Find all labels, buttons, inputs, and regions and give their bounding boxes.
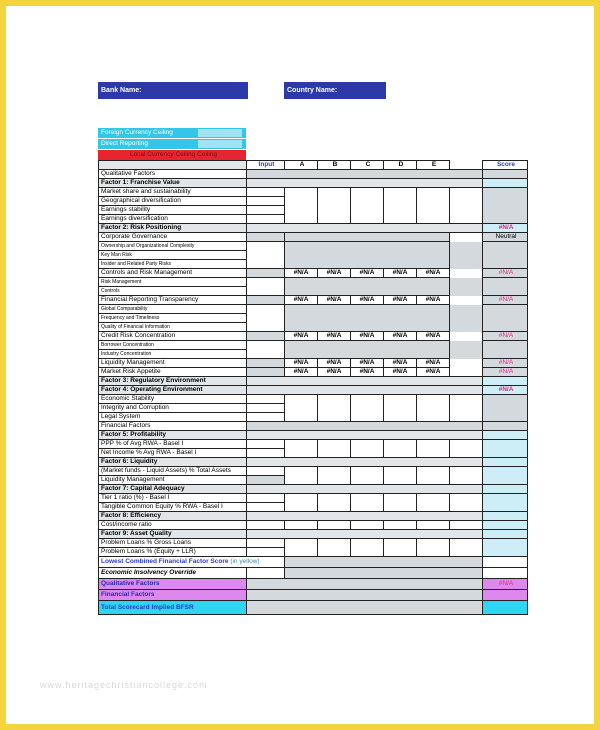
col-cell[interactable] (384, 494, 417, 512)
col-cell[interactable] (285, 494, 318, 512)
value-na: #N/A (384, 332, 417, 341)
table-row (99, 512, 528, 521)
spacer (450, 467, 483, 485)
table-row (99, 179, 528, 188)
row-label: Frequency and Timeliness (99, 314, 247, 323)
row-label: Quality of Financial Information (99, 323, 247, 332)
col-cell[interactable] (318, 494, 351, 512)
legend-swatch (198, 129, 242, 137)
input-cell[interactable] (247, 568, 285, 579)
value-na: #N/A (417, 269, 450, 278)
table-row (99, 422, 528, 431)
row-label: Insider and Related Party Risks (99, 260, 247, 269)
row-label: Net Income % Avg RWA - Basel I (99, 449, 247, 458)
input-cell[interactable] (247, 413, 285, 422)
row-label: Credit Risk Concentration (99, 332, 247, 341)
score-na: #N/A (483, 296, 528, 305)
col-cell[interactable] (384, 521, 417, 530)
legend-local-currency (98, 150, 246, 160)
factor-heading: Factor 7: Capital Adequacy (99, 485, 247, 494)
input-cell[interactable] (247, 242, 285, 269)
col-cell[interactable] (417, 188, 450, 224)
empty-cell (285, 242, 450, 269)
table-row (99, 431, 528, 440)
value-na: #N/A (285, 359, 318, 368)
value-na: #N/A (351, 359, 384, 368)
empty-cell (247, 422, 483, 431)
empty-cell (247, 458, 483, 467)
table-row (99, 188, 528, 197)
value-na: #N/A (384, 269, 417, 278)
spacer (450, 188, 483, 224)
score-cell (483, 422, 528, 431)
col-cell[interactable] (285, 395, 318, 422)
input-cell[interactable] (247, 332, 285, 341)
col-cell[interactable] (417, 521, 450, 530)
score-cell (483, 188, 528, 224)
score-cell (483, 440, 528, 458)
row-label: Geographical diversification (99, 197, 247, 206)
score-cell (483, 341, 528, 359)
input-cell[interactable] (247, 188, 285, 197)
score-neutral: Neutral (483, 233, 528, 242)
col-cell[interactable] (384, 440, 417, 458)
scorecard-table (98, 160, 528, 615)
input-cell[interactable] (247, 206, 285, 215)
spacer (450, 296, 483, 305)
value-na: #N/A (351, 269, 384, 278)
table-row (99, 224, 528, 233)
input-cell[interactable] (247, 467, 285, 476)
table-row (99, 395, 528, 404)
lowest-text: Lowest Combined Financial Factor Score (101, 558, 229, 565)
empty-cell (247, 590, 483, 601)
table-row (99, 341, 528, 350)
col-cell[interactable] (285, 188, 318, 224)
score-na: #N/A (483, 368, 528, 377)
table-row (99, 579, 528, 590)
col-cell[interactable] (384, 539, 417, 557)
factor-heading: Factor 3: Regulatory Environment (99, 377, 247, 386)
empty-cell (247, 224, 483, 233)
factor-heading: Factor 1: Franchise Value (99, 179, 247, 188)
col-cell[interactable] (417, 440, 450, 458)
input-cell[interactable] (247, 296, 285, 305)
table-row (99, 557, 528, 568)
value-na: #N/A (384, 359, 417, 368)
legend-foreign-currency (98, 128, 246, 138)
value-na: #N/A (285, 332, 318, 341)
table-row (99, 539, 528, 548)
row-label: Financial Reporting Transparency (99, 296, 247, 305)
total-score-cell (483, 601, 528, 615)
table-row (99, 170, 528, 179)
col-cell[interactable] (318, 188, 351, 224)
table-row (99, 590, 528, 601)
value-na: #N/A (285, 269, 318, 278)
score-cell (483, 467, 528, 485)
col-cell[interactable] (351, 521, 384, 530)
empty-cell (247, 512, 483, 521)
input-cell[interactable] (247, 197, 285, 206)
row-label: Problem Loans % Gross Loans (99, 539, 247, 548)
lowest-note: (in yellow) (230, 558, 260, 565)
score-header: Score (483, 161, 528, 170)
value-na: #N/A (318, 269, 351, 278)
row-label: Problem Loans % (Equity + LLR) (99, 548, 247, 557)
table-row (99, 440, 528, 449)
col-b-header: B (318, 161, 351, 170)
value-na: #N/A (318, 359, 351, 368)
col-cell[interactable] (351, 188, 384, 224)
factor-heading: Factor 2: Risk Positioning (99, 224, 247, 233)
spacer (450, 161, 483, 170)
spacer (450, 395, 483, 422)
factor-heading: Factor 5: Profitability (99, 431, 247, 440)
score-na: #N/A (483, 579, 528, 590)
score-na: #N/A (483, 359, 528, 368)
score-cell (483, 494, 528, 512)
empty-cell (247, 170, 483, 179)
input-cell[interactable] (247, 449, 285, 458)
input-cell[interactable] (247, 503, 285, 512)
row-label: Market share and sustainability (99, 188, 247, 197)
value-na: #N/A (417, 332, 450, 341)
table-row (99, 377, 528, 386)
row-label: Industry Concentration (99, 350, 247, 359)
row-label: PPP % of Avg RWA - Basel I (99, 440, 247, 449)
row-label: Tangible Common Equity % RWA - Basel I (99, 503, 247, 512)
col-cell[interactable] (351, 494, 384, 512)
row-label: Risk Management (99, 278, 247, 287)
col-cell[interactable] (285, 539, 318, 557)
col-cell[interactable] (318, 539, 351, 557)
score-na: #N/A (483, 332, 528, 341)
row-label: Controls and Risk Management (99, 269, 247, 278)
input-cell[interactable] (247, 548, 285, 557)
table-row (99, 332, 528, 341)
col-cell[interactable] (285, 467, 318, 485)
spacer (450, 305, 483, 332)
score-cell (483, 539, 528, 557)
summary-financial-label: Financial Factors (99, 590, 247, 601)
empty-cell (247, 386, 483, 395)
value-na: #N/A (318, 368, 351, 377)
table-row (99, 233, 528, 242)
empty-cell (247, 377, 483, 386)
table-row (99, 296, 528, 305)
table-row (99, 269, 528, 278)
col-cell[interactable] (417, 395, 450, 422)
score-cell (483, 431, 528, 440)
score-cell (483, 242, 528, 269)
spacer (450, 539, 483, 557)
score-cell (483, 590, 528, 601)
empty-cell (285, 278, 450, 296)
score-cell (483, 568, 528, 579)
empty-cell (247, 601, 483, 615)
empty-cell (285, 568, 483, 579)
score-na: #N/A (483, 224, 528, 233)
row-label: (Market funds - Liquid Assets) % Total Assets (99, 467, 247, 476)
empty-cell (285, 233, 450, 242)
table-row (99, 601, 528, 615)
input-cell[interactable] (247, 404, 285, 413)
factor-heading: Factor 6: Liquidity (99, 458, 247, 467)
row-label: Liquidity Management (99, 476, 247, 485)
spacer (450, 368, 483, 377)
value-na: #N/A (285, 296, 318, 305)
col-cell[interactable] (285, 521, 318, 530)
legend-swatch (198, 140, 242, 148)
spacer (450, 278, 483, 296)
row-label: Legal System (99, 413, 247, 422)
total-bfsr-label: Total Scorecard Implied BFSR (99, 601, 247, 615)
row-label: Qualitative Factors (99, 170, 247, 179)
legend-label: Foreign Currency Ceiling (101, 129, 173, 136)
value-na: #N/A (417, 359, 450, 368)
country-name-field[interactable]: Country Name: (284, 82, 386, 99)
spacer (450, 494, 483, 512)
score-cell (483, 179, 528, 188)
col-e-header: E (417, 161, 450, 170)
spacer (450, 440, 483, 458)
score-na: #N/A (483, 386, 528, 395)
table-row (99, 530, 528, 539)
input-cell[interactable] (247, 305, 285, 332)
score-cell (483, 530, 528, 539)
value-na: #N/A (384, 368, 417, 377)
bank-name-field[interactable]: Bank Name: (98, 82, 248, 99)
row-label: Ownership and Organizational Complexity (99, 242, 247, 251)
table-row (99, 494, 528, 503)
col-cell[interactable] (318, 521, 351, 530)
score-cell (483, 458, 528, 467)
header-row (99, 161, 528, 170)
corner-cell (99, 161, 247, 170)
input-cell[interactable] (247, 368, 285, 377)
empty-cell (247, 431, 483, 440)
row-label: Liquidity Management (99, 359, 247, 368)
table-row (99, 278, 528, 287)
spacer (450, 521, 483, 530)
table-row (99, 485, 528, 494)
input-cell[interactable] (247, 539, 285, 548)
value-na: #N/A (384, 296, 417, 305)
col-a-header: A (285, 161, 318, 170)
value-na: #N/A (417, 296, 450, 305)
row-label: Key Man Risk (99, 251, 247, 260)
table-row (99, 359, 528, 368)
row-label: Global Comparability (99, 305, 247, 314)
value-na: #N/A (351, 332, 384, 341)
input-cell[interactable] (247, 359, 285, 368)
input-cell[interactable] (247, 440, 285, 449)
score-cell (483, 512, 528, 521)
score-cell (483, 395, 528, 422)
col-c-header: C (351, 161, 384, 170)
row-label: Economic Stability (99, 395, 247, 404)
factor-heading: Factor 4: Operating Environment (99, 386, 247, 395)
table-row (99, 386, 528, 395)
col-cell[interactable] (318, 467, 351, 485)
input-cell[interactable] (247, 278, 285, 296)
row-label: Financial Factors (99, 422, 247, 431)
input-cell[interactable] (247, 395, 285, 404)
row-label: Borrower Concentration (99, 341, 247, 350)
col-cell[interactable] (384, 467, 417, 485)
row-label: Market Risk Appetite (99, 368, 247, 377)
input-cell[interactable] (247, 521, 285, 530)
override-label: Economic Insolvency Override (99, 568, 247, 579)
summary-qualitative-label: Qualitative Factors (99, 579, 247, 590)
factor-heading: Factor 9: Asset Quality (99, 530, 247, 539)
col-cell[interactable] (351, 395, 384, 422)
legend-direct-reporting (98, 139, 246, 149)
table-row (99, 568, 528, 579)
input-cell[interactable] (247, 215, 285, 224)
table-row (99, 521, 528, 530)
input-header: Input (247, 161, 285, 170)
table-row (99, 467, 528, 476)
empty-cell (247, 579, 483, 590)
input-cell[interactable] (247, 494, 285, 503)
watermark: www.heritagechristiancollege.com (40, 680, 208, 690)
empty-cell (285, 557, 483, 568)
row-label: Controls (99, 287, 247, 296)
empty-cell (247, 485, 483, 494)
empty-cell (247, 530, 483, 539)
input-cell[interactable] (247, 476, 285, 485)
col-cell[interactable] (384, 188, 417, 224)
score-cell (483, 305, 528, 332)
input-cell[interactable] (247, 233, 285, 242)
score-cell (483, 485, 528, 494)
row-label: Earnings stability (99, 206, 247, 215)
table-row (99, 242, 528, 251)
score-cell (483, 278, 528, 296)
col-cell[interactable] (351, 539, 384, 557)
spacer (450, 332, 483, 341)
value-na: #N/A (351, 368, 384, 377)
score-cell (483, 170, 528, 179)
spacer (450, 242, 483, 269)
score-cell (483, 377, 528, 386)
lowest-score-label (99, 557, 285, 568)
col-cell[interactable] (351, 467, 384, 485)
col-cell[interactable] (417, 539, 450, 557)
row-label: Cost/income ratio (99, 521, 247, 530)
legend-label: Direct Reporting (101, 140, 148, 147)
input-cell[interactable] (247, 341, 285, 359)
col-cell[interactable] (417, 494, 450, 512)
row-label: Tier 1 ratio (%) - Basel I (99, 494, 247, 503)
value-na: #N/A (417, 368, 450, 377)
score-cell (483, 557, 528, 568)
table-row (99, 368, 528, 377)
row-label: Earnings diversification (99, 215, 247, 224)
row-label: Corporate Governance (99, 233, 247, 242)
spacer (450, 233, 483, 242)
col-cell[interactable] (285, 440, 318, 458)
empty-cell (285, 341, 450, 359)
table-row (99, 458, 528, 467)
value-na: #N/A (351, 296, 384, 305)
value-na: #N/A (318, 332, 351, 341)
input-cell[interactable] (247, 269, 285, 278)
col-cell[interactable] (417, 467, 450, 485)
score-cell (483, 521, 528, 530)
empty-cell (285, 305, 450, 332)
col-cell[interactable] (351, 440, 384, 458)
col-cell[interactable] (318, 440, 351, 458)
col-d-header: D (384, 161, 417, 170)
table-row (99, 305, 528, 314)
spacer (450, 269, 483, 278)
value-na: #N/A (285, 368, 318, 377)
col-cell[interactable] (384, 395, 417, 422)
col-cell[interactable] (318, 395, 351, 422)
factor-heading: Factor 8: Efficiency (99, 512, 247, 521)
empty-cell (247, 179, 483, 188)
spacer (450, 359, 483, 368)
legend-label: Local Currency Ceiling Ceiling (129, 151, 218, 158)
spacer (450, 341, 483, 359)
value-na: #N/A (318, 296, 351, 305)
score-na: #N/A (483, 269, 528, 278)
row-label: Integrity and Corruption (99, 404, 247, 413)
